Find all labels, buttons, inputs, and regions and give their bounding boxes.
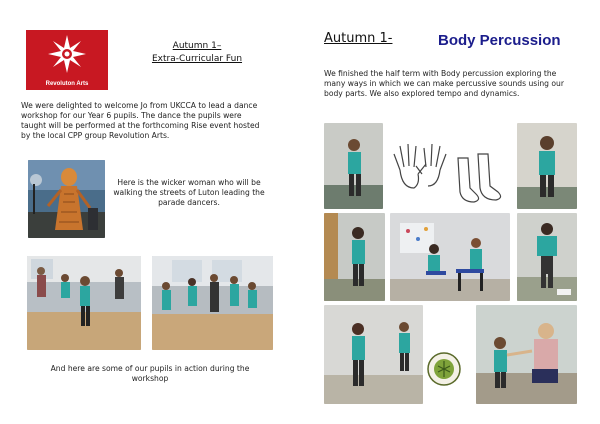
pupil-photo-3 <box>324 213 385 301</box>
pupil-photo-6 <box>324 305 423 404</box>
pupil-photo-1 <box>324 123 383 209</box>
hands-feet-illustration <box>390 130 508 210</box>
right-page <box>300 0 600 424</box>
body-percussion-text: We finished the half term with Body percussion exploring the many ways in which we can make percussive sounds using our body parts. We also explored tempo and dynamics. <box>324 69 564 98</box>
wicker-woman-photo <box>28 160 105 238</box>
hands-icon <box>390 130 508 210</box>
workshop-action-caption: And here are some of our pupils in action during the workshop <box>50 364 250 383</box>
left-title-line2: Extra-Curricular Fun <box>151 54 243 64</box>
star-logo-icon <box>26 30 108 80</box>
pupil-photo-4 <box>390 213 510 301</box>
revolution-arts-logo <box>26 30 108 90</box>
school-badge-icon <box>427 352 461 386</box>
workshop-photo-1 <box>27 256 141 350</box>
right-title-prefix: Autumn 1- <box>324 31 393 46</box>
right-title-main: Body Percussion <box>438 32 561 49</box>
pupil-photo-5 <box>517 213 577 301</box>
wicker-woman-caption: Here is the wicker woman who will be walking the streets of Luton leading the parade dancers. <box>113 178 265 207</box>
workshop-photo-2 <box>152 256 273 350</box>
left-title-line1: Autumn 1– <box>172 41 222 51</box>
pupil-photo-2 <box>517 123 577 209</box>
feet-icon <box>458 154 501 202</box>
pupil-photo-7 <box>476 305 577 404</box>
logo-caption: Revoluton Arts <box>45 81 89 87</box>
workshop-intro-text: We were delighted to welcome Jo from UKCCA to lead a dance workshop for our Year 6 pupils. The dance the pupils were taught will be performed at the forthcoming Rise event hosted by the local CPP group Revolution Arts. <box>21 101 260 140</box>
